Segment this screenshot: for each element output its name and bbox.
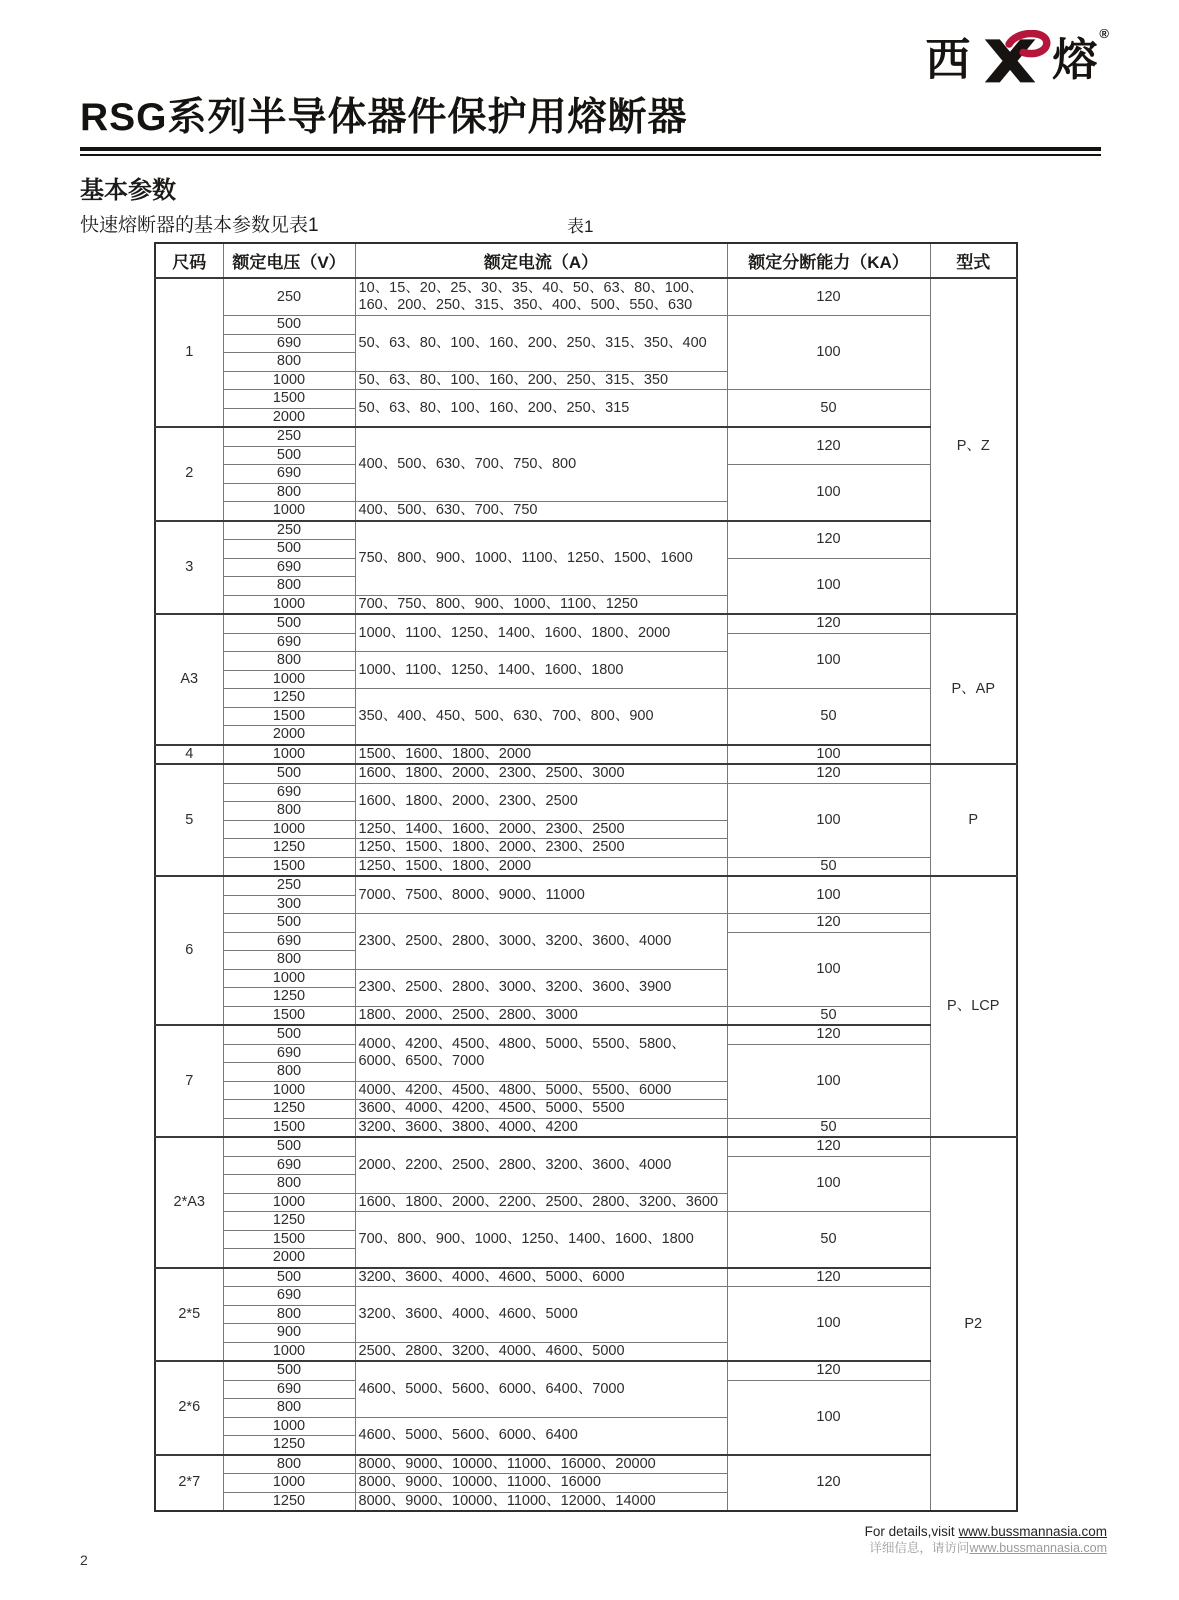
table-row <box>155 316 1017 335</box>
logo-xr-monogram-icon <box>971 30 1051 88</box>
current-cell: 8000、9000、10000、11000、16000、20000 <box>355 1455 727 1474</box>
title-rule <box>80 147 1101 156</box>
current-cell: 1600、1800、2000、2300、2500、3000 <box>355 764 727 783</box>
voltage-cell: 1250 <box>223 1492 355 1511</box>
voltage-cell: 1000 <box>223 1081 355 1100</box>
capacity-cell: 100 <box>727 783 930 857</box>
logo-char-left: 西 <box>925 33 971 85</box>
size-cell: 7 <box>155 1025 223 1137</box>
capacity-cell: 50 <box>727 1212 930 1268</box>
voltage-cell: 690 <box>223 783 355 802</box>
footer-en-link[interactable]: www.bussmannasia.com <box>958 1524 1107 1539</box>
current-cell: 1600、1800、2000、2200、2500、2800、3200、3600 <box>355 1193 727 1212</box>
voltage-cell: 1250 <box>223 988 355 1007</box>
type-cell: P <box>930 764 1017 876</box>
voltage-cell: 500 <box>223 446 355 465</box>
voltage-cell: 1500 <box>223 1230 355 1249</box>
size-cell: 3 <box>155 521 223 615</box>
current-cell: 1000、1100、1250、1400、1600、1800、2000 <box>355 614 727 652</box>
page-title: RSG系列半导体器件保护用熔断器 <box>80 96 688 139</box>
header-breaking-capacity: 额定分断能力（KA） <box>727 243 930 278</box>
current-cell: 700、800、900、1000、1250、1400、1600、1800 <box>355 1212 727 1268</box>
table-row <box>155 1137 1017 1156</box>
page-footer <box>865 1524 1107 1556</box>
section-heading: 基本参数 <box>80 177 176 204</box>
capacity-cell: 100 <box>727 745 930 765</box>
current-cell: 1250、1500、1800、2000、2300、2500 <box>355 839 727 858</box>
size-cell: 4 <box>155 745 223 765</box>
table-header-row <box>155 243 1017 278</box>
current-cell: 3200、3600、4000、4600、5000 <box>355 1287 727 1343</box>
voltage-cell: 1500 <box>223 390 355 409</box>
voltage-cell: 1250 <box>223 1436 355 1455</box>
voltage-cell: 500 <box>223 540 355 559</box>
voltage-cell: 1500 <box>223 707 355 726</box>
header-rated-voltage: 额定电压（V） <box>223 243 355 278</box>
voltage-cell: 2000 <box>223 726 355 745</box>
capacity-cell: 120 <box>727 521 930 559</box>
capacity-cell: 120 <box>727 1137 930 1156</box>
voltage-cell: 690 <box>223 932 355 951</box>
table-row <box>155 745 1017 765</box>
table-row <box>155 1455 1017 1474</box>
footer-cn-link[interactable]: www.bussmannasia.com <box>969 1541 1107 1556</box>
table-row <box>155 278 1017 316</box>
capacity-cell: 120 <box>727 1025 930 1044</box>
current-cell: 2500、2800、3200、4000、4600、5000 <box>355 1342 727 1361</box>
voltage-cell: 1500 <box>223 857 355 876</box>
voltage-cell: 250 <box>223 278 355 316</box>
voltage-cell: 500 <box>223 614 355 633</box>
capacity-cell: 100 <box>727 1287 930 1362</box>
voltage-cell: 800 <box>223 577 355 596</box>
voltage-cell: 1000 <box>223 1342 355 1361</box>
voltage-cell: 500 <box>223 1137 355 1156</box>
voltage-cell: 2000 <box>223 408 355 427</box>
size-cell: 5 <box>155 764 223 876</box>
footer-line-cn <box>865 1541 1107 1556</box>
voltage-cell: 690 <box>223 1287 355 1306</box>
table-row <box>155 689 1017 708</box>
spec-table-body <box>155 278 1017 1511</box>
header-size: 尺码 <box>155 243 223 278</box>
capacity-cell: 50 <box>727 1006 930 1025</box>
intro-text: 快速熔断器的基本参数见表1 <box>80 215 319 236</box>
voltage-cell: 1500 <box>223 1006 355 1025</box>
capacity-cell: 100 <box>727 1380 930 1455</box>
table-row <box>155 427 1017 446</box>
table-caption: 表1 <box>567 217 594 236</box>
table-row <box>155 390 1017 409</box>
capacity-cell: 50 <box>727 1118 930 1137</box>
type-cell: P、LCP <box>930 876 1017 1137</box>
intro-row <box>80 210 1101 237</box>
current-cell: 10、15、20、25、30、35、40、50、63、80、100、160、200、250、315、350、400、500、550、630 <box>355 278 727 316</box>
capacity-cell: 100 <box>727 876 930 914</box>
spec-table <box>154 242 1018 1512</box>
voltage-cell: 800 <box>223 353 355 372</box>
current-cell: 8000、9000、10000、11000、12000、14000 <box>355 1492 727 1511</box>
type-cell: P、Z <box>930 278 1017 614</box>
capacity-cell: 120 <box>727 764 930 783</box>
voltage-cell: 690 <box>223 334 355 353</box>
size-cell: 2*6 <box>155 1361 223 1455</box>
current-cell: 1500、1600、1800、2000 <box>355 745 727 765</box>
capacity-cell: 120 <box>727 914 930 933</box>
current-cell: 4000、4200、4500、4800、5000、5500、6000 <box>355 1081 727 1100</box>
capacity-cell: 50 <box>727 689 930 745</box>
table-row <box>155 1212 1017 1231</box>
size-cell: 2*7 <box>155 1455 223 1512</box>
voltage-cell: 800 <box>223 1175 355 1194</box>
voltage-cell: 800 <box>223 483 355 502</box>
current-cell: 3200、3600、3800、4000、4200 <box>355 1118 727 1137</box>
voltage-cell: 250 <box>223 521 355 540</box>
capacity-cell: 100 <box>727 558 930 614</box>
voltage-cell: 900 <box>223 1324 355 1343</box>
table-row <box>155 614 1017 633</box>
voltage-cell: 1000 <box>223 745 355 765</box>
voltage-cell: 1000 <box>223 1193 355 1212</box>
capacity-cell: 50 <box>727 390 930 428</box>
voltage-cell: 500 <box>223 1361 355 1380</box>
voltage-cell: 1000 <box>223 371 355 390</box>
capacity-cell: 120 <box>727 1361 930 1380</box>
table-row <box>155 1006 1017 1025</box>
current-cell: 1800、2000、2500、2800、3000 <box>355 1006 727 1025</box>
page-number: 2 <box>80 1552 88 1568</box>
voltage-cell: 800 <box>223 1063 355 1082</box>
capacity-cell: 120 <box>727 427 930 465</box>
table-row <box>155 764 1017 783</box>
type-cell: P、AP <box>930 614 1017 764</box>
table-row <box>155 914 1017 933</box>
voltage-cell: 500 <box>223 316 355 335</box>
capacity-cell: 100 <box>727 465 930 521</box>
current-cell: 750、800、900、1000、1100、1250、1500、1600 <box>355 521 727 596</box>
voltage-cell: 800 <box>223 1455 355 1474</box>
capacity-cell: 100 <box>727 1156 930 1212</box>
voltage-cell: 690 <box>223 1044 355 1063</box>
size-cell: A3 <box>155 614 223 745</box>
voltage-cell: 250 <box>223 427 355 446</box>
table-row <box>155 1287 1017 1306</box>
footer-en-text: For details,visit <box>864 1524 959 1539</box>
table-row <box>155 783 1017 802</box>
logo-char-right: 熔 <box>1052 33 1098 85</box>
current-cell: 3200、3600、4000、4600、5000、6000 <box>355 1268 727 1287</box>
table-row <box>155 876 1017 895</box>
voltage-cell: 800 <box>223 1399 355 1418</box>
size-cell: 2 <box>155 427 223 521</box>
current-cell: 400、500、630、700、750、800 <box>355 427 727 502</box>
size-cell: 2*A3 <box>155 1137 223 1268</box>
voltage-cell: 1000 <box>223 820 355 839</box>
header-type: 型式 <box>930 243 1017 278</box>
current-cell: 4000、4200、4500、4800、5000、5500、5800、6000、6500、7000 <box>355 1025 727 1081</box>
current-cell: 7000、7500、8000、9000、11000 <box>355 876 727 914</box>
current-cell: 50、63、80、100、160、200、250、315、350 <box>355 371 727 390</box>
voltage-cell: 500 <box>223 1025 355 1044</box>
footer-line-en <box>865 1524 1107 1540</box>
current-cell: 50、63、80、100、160、200、250、315 <box>355 390 727 428</box>
voltage-cell: 1000 <box>223 670 355 689</box>
voltage-cell: 1250 <box>223 1212 355 1231</box>
header-rated-current: 额定电流（A） <box>355 243 727 278</box>
voltage-cell: 800 <box>223 652 355 671</box>
voltage-cell: 500 <box>223 1268 355 1287</box>
voltage-cell: 690 <box>223 1156 355 1175</box>
table-row <box>155 1118 1017 1137</box>
current-cell: 2000、2200、2500、2800、3200、3600、4000 <box>355 1137 727 1193</box>
voltage-cell: 500 <box>223 764 355 783</box>
voltage-cell: 800 <box>223 802 355 821</box>
registered-mark-icon: ® <box>1099 26 1109 41</box>
brand-logo <box>925 26 1109 88</box>
size-cell: 2*5 <box>155 1268 223 1362</box>
table-row <box>155 1361 1017 1380</box>
voltage-cell: 1000 <box>223 969 355 988</box>
size-cell: 1 <box>155 278 223 427</box>
voltage-cell: 1250 <box>223 689 355 708</box>
voltage-cell: 1250 <box>223 839 355 858</box>
voltage-cell: 690 <box>223 633 355 652</box>
capacity-cell: 120 <box>727 278 930 316</box>
current-cell: 2300、2500、2800、3000、3200、3600、4000 <box>355 914 727 970</box>
current-cell: 1600、1800、2000、2300、2500 <box>355 783 727 820</box>
capacity-cell: 100 <box>727 932 930 1006</box>
voltage-cell: 690 <box>223 465 355 484</box>
voltage-cell: 500 <box>223 914 355 933</box>
current-cell: 400、500、630、700、750 <box>355 502 727 521</box>
capacity-cell: 100 <box>727 633 930 689</box>
capacity-cell: 50 <box>727 857 930 876</box>
current-cell: 8000、9000、10000、11000、16000 <box>355 1474 727 1493</box>
voltage-cell: 1000 <box>223 595 355 614</box>
current-cell: 2300、2500、2800、3000、3200、3600、3900 <box>355 969 727 1006</box>
voltage-cell: 800 <box>223 1305 355 1324</box>
table-row <box>155 1268 1017 1287</box>
voltage-cell: 1500 <box>223 1118 355 1137</box>
voltage-cell: 1250 <box>223 1100 355 1119</box>
current-cell: 3600、4000、4200、4500、5000、5500 <box>355 1100 727 1119</box>
voltage-cell: 690 <box>223 1380 355 1399</box>
voltage-cell: 1000 <box>223 1417 355 1436</box>
voltage-cell: 1000 <box>223 1474 355 1493</box>
capacity-cell: 120 <box>727 1268 930 1287</box>
capacity-cell: 100 <box>727 316 930 390</box>
voltage-cell: 2000 <box>223 1249 355 1268</box>
table-row <box>155 857 1017 876</box>
current-cell: 50、63、80、100、160、200、250、315、350、400 <box>355 316 727 372</box>
current-cell: 4600、5000、5600、6000、6400、7000 <box>355 1361 727 1417</box>
voltage-cell: 250 <box>223 876 355 895</box>
size-cell: 6 <box>155 876 223 1025</box>
voltage-cell: 800 <box>223 951 355 970</box>
voltage-cell: 690 <box>223 558 355 577</box>
type-cell: P2 <box>930 1137 1017 1511</box>
table-row <box>155 1025 1017 1044</box>
current-cell: 4600、5000、5600、6000、6400 <box>355 1417 727 1455</box>
capacity-cell: 100 <box>727 1044 930 1118</box>
current-cell: 700、750、800、900、1000、1100、1250 <box>355 595 727 614</box>
current-cell: 1000、1100、1250、1400、1600、1800 <box>355 652 727 689</box>
voltage-cell: 300 <box>223 895 355 914</box>
current-cell: 1250、1500、1800、2000 <box>355 857 727 876</box>
current-cell: 350、400、450、500、630、700、800、900 <box>355 689 727 745</box>
table-row <box>155 521 1017 540</box>
voltage-cell: 1000 <box>223 502 355 521</box>
capacity-cell: 120 <box>727 1455 930 1512</box>
current-cell: 1250、1400、1600、2000、2300、2500 <box>355 820 727 839</box>
capacity-cell: 120 <box>727 614 930 633</box>
footer-cn-text: 详细信息，请访问 <box>869 1541 970 1556</box>
